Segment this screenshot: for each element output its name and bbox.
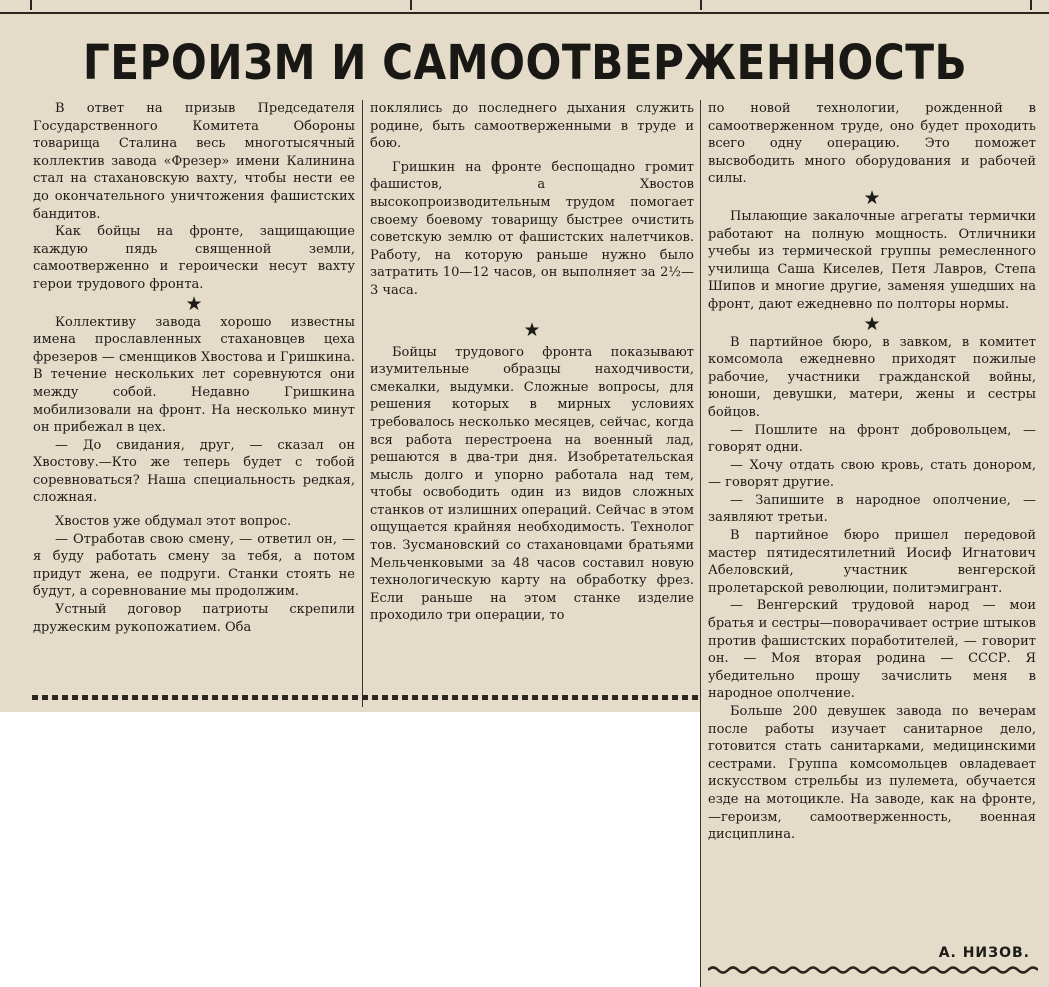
paragraph: по новой технологии, рожденной в самоотверженном труде, оно будет проходить всего одну операцию. Это поможет высвободить много оборудования и рабочей силы. bbox=[708, 101, 1036, 187]
paragraph: Больше 200 девушек завода по вечерам после работы изучает санитарное дело, готовится стать санитарками, медицинскими сестрами. Группа комсомольцев овладевает искусством стрельбы из пулемета, обучается езде на мотоцикле. На заводе, как на фронте,—героизм, самоотверженность, военная дисциплина. bbox=[708, 704, 1036, 843]
paragraph: Коллективу завода хорошо известны имена прославленных стахановцев цеха фрезеров — сменщиков Хвостова и Гришкина. В течение нескольких лет соревнуются они между собой. Недавно Гришкина мобилизовали на фронт. На несколько минут он прибежал в цех. bbox=[33, 314, 355, 436]
end-rule-wavy bbox=[708, 965, 1038, 975]
paragraph: — Хочу отдать свою кровь, стать донором, — говорят другие. bbox=[708, 457, 1036, 491]
paragraph: — Запишите в народное ополчение, — заявляют третьи. bbox=[708, 492, 1036, 526]
paragraph: В партийное бюро пришел передовой мастер пятидесятилетний Иосиф Игнатович Абеловский, участник венгерской пролетарской революции, политэмигрант. bbox=[708, 528, 1036, 596]
article-column-2 bbox=[370, 100, 694, 625]
star-separator-icon: ★ bbox=[863, 312, 881, 335]
article-column-1 bbox=[33, 100, 355, 636]
paragraph: — До свидания, друг, — сказал он Хвостову.—Кто же теперь будет с тобой соревноваться? Наша специальность редкая, сложная. bbox=[33, 437, 355, 506]
article-column-3 bbox=[708, 100, 1036, 844]
top-border bbox=[0, 0, 1049, 14]
paragraph: — Отработав свою смену, — ответил он, — я буду работать смену за тебя, а потом придут жена, ее подруги. Станки стоять не будут, а соревнование мы продолжим. bbox=[33, 531, 355, 600]
column-divider-1 bbox=[362, 100, 363, 707]
paragraph: — Венгерский трудовой народ — мои братья и сестры—поворачивает острие штыков против фашистских поработителей, — говорит он. — Моя вторая родина — СССР. Я убедительно прошу зачислить меня в народное ополчение. bbox=[708, 598, 1036, 702]
paragraph: Устный договор патриоты скрепили дружеским рукопожатием. Оба bbox=[33, 602, 355, 635]
paragraph: — Пошлите на фронт добровольцем, — говорят одни. bbox=[708, 422, 1036, 456]
end-rule-dashed bbox=[32, 695, 698, 700]
column-divider-2 bbox=[700, 100, 701, 987]
paragraph: Хвостов уже обдумал этот вопрос. bbox=[55, 514, 292, 530]
star-separator-icon: ★ bbox=[185, 292, 203, 315]
paragraph: поклялись до последнего дыхания служить родине, быть самоотверженными в труде и бою. bbox=[370, 101, 694, 152]
paragraph: Гришкин на фронте беспощадно громит фашистов, а Хвостов высокопроизводительным трудом помогает своему боевому товарищу быстрее очистить советскую землю от фашистских налетчиков. Работу, на которую раньше нужно было затратить 10—12 часов, он выполняет за 2½—3 часа. bbox=[370, 159, 694, 298]
article-headline: ГЕРОИЗМ И САМООТВЕРЖЕННОСТЬ bbox=[82, 35, 968, 91]
paragraph: Бойцы трудового фронта показывают изумительные образцы находчивости, смекалки, выдумки. Сложные вопросы, для решения которых в мирных условиях требовалось несколько месяцев, сейчас, когда вся работа перестроена на военный лад, решаются в два-три дня. Изобретательская мысль долго и упорно работала над тем, чтобы освободить один из видов сложных станков от излишних операций. Сейчас в этом ощущается крайняя необходимость. Технолог тов. Зусмановский со стахановцами братьями Мельченковыми за 48 часов составил новую технологическую карту на обработку фрез. Если раньше на этом станке изделие проходило три операции, то bbox=[370, 344, 694, 624]
paragraph: Как бойцы на фронте, защищающие каждую пядь священной земли, самоотверженно и героически несут вахту герои трудового фронта. bbox=[33, 224, 355, 292]
star-separator-icon: ★ bbox=[523, 318, 541, 341]
paragraph: Пылающие закалочные агрегаты термички работают на полную мощность. Отличники учебы из термической группы ремесленного училища Саша Киселев, Петя Лавров, Степа Шипов и многие другие, заменяя ушедших на фронт, дают ежедневно по полторы нормы. bbox=[708, 208, 1036, 312]
paragraph: В ответ на призыв Председателя Государственного Комитета Обороны товарища Сталина весь многотысячный коллектив завода «Фрезер» имени Калинина стал на стахановскую вахту, чтобы нести ее до окончательного уничтожения фашистских бандитов. bbox=[33, 101, 355, 222]
paragraph: В партийное бюро, в завком, в комитет комсомола ежедневно приходят пожилые рабочие, участники гражданской войны, юноши, девушки, матери, жены и сестры бойцов. bbox=[708, 334, 1036, 420]
star-separator-icon: ★ bbox=[863, 186, 881, 209]
author-signature: А. НИЗОВ. bbox=[938, 945, 1030, 961]
